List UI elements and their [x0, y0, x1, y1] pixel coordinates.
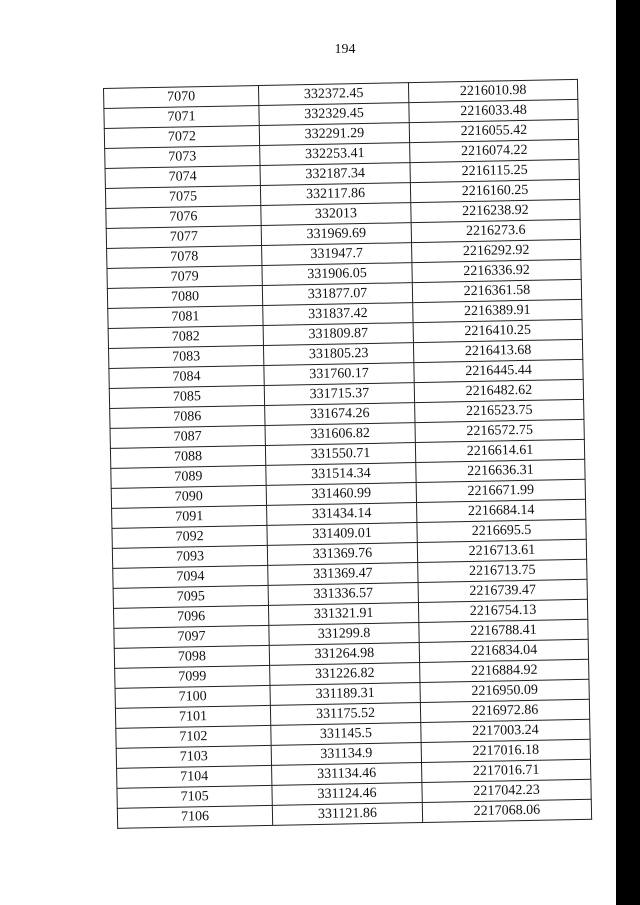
- point-id-cell: 7083: [109, 345, 264, 368]
- x-coordinate-cell: 331809.87: [263, 323, 413, 346]
- y-coordinate-cell: 2216739.47: [418, 579, 587, 602]
- coordinates-table: [103, 79, 592, 829]
- y-coordinate-cell: 2216972.86: [420, 699, 589, 722]
- x-coordinate-cell: 331837.42: [263, 303, 413, 326]
- y-coordinate-cell: 2216684.14: [417, 499, 586, 522]
- y-coordinate-cell: 2216010.98: [408, 79, 577, 102]
- x-coordinate-cell: 332253.41: [260, 143, 410, 166]
- y-coordinate-cell: 2216834.04: [419, 639, 588, 662]
- y-coordinate-cell: 2216884.92: [420, 659, 589, 682]
- y-coordinate-cell: 2216713.61: [417, 539, 586, 562]
- y-coordinate-cell: 2216410.25: [413, 319, 582, 342]
- y-coordinate-cell: 2217042.23: [422, 779, 591, 802]
- point-id-cell: 7101: [115, 705, 270, 728]
- x-coordinate-cell: 331877.07: [262, 283, 412, 306]
- x-coordinate-cell: 332329.45: [259, 103, 409, 126]
- x-coordinate-cell: 331434.14: [267, 503, 417, 526]
- x-coordinate-cell: 331134.46: [272, 763, 422, 786]
- x-coordinate-cell: 331321.91: [268, 603, 418, 626]
- point-id-cell: 7079: [107, 265, 262, 288]
- point-id-cell: 7074: [105, 165, 260, 188]
- y-coordinate-cell: 2216788.41: [419, 619, 588, 642]
- y-coordinate-cell: 2217068.06: [422, 799, 591, 822]
- y-coordinate-cell: 2216074.22: [410, 139, 579, 162]
- point-id-cell: 7095: [113, 585, 268, 608]
- y-coordinate-cell: 2216523.75: [415, 399, 584, 422]
- x-coordinate-cell: 331805.23: [263, 343, 413, 366]
- x-coordinate-cell: 331369.47: [268, 563, 418, 586]
- point-id-cell: 7090: [111, 485, 266, 508]
- x-coordinate-cell: 331121.86: [272, 803, 422, 826]
- y-coordinate-cell: 2216950.09: [420, 679, 589, 702]
- x-coordinate-cell: 332117.86: [260, 183, 410, 206]
- x-coordinate-cell: 331606.82: [265, 423, 415, 446]
- x-coordinate-cell: 332291.29: [259, 123, 409, 146]
- x-coordinate-cell: 331674.26: [265, 403, 415, 426]
- point-id-cell: 7081: [108, 305, 263, 328]
- x-coordinate-cell: 331760.17: [264, 363, 414, 386]
- x-coordinate-cell: 331299.8: [269, 623, 419, 646]
- x-coordinate-cell: 331134.9: [271, 743, 421, 766]
- y-coordinate-cell: 2216445.44: [414, 359, 583, 382]
- y-coordinate-cell: 2216336.92: [412, 259, 581, 282]
- x-coordinate-cell: 332372.45: [258, 83, 408, 106]
- x-coordinate-cell: 331715.37: [264, 383, 414, 406]
- y-coordinate-cell: 2216636.31: [416, 459, 585, 482]
- y-coordinate-cell: 2217016.71: [422, 759, 591, 782]
- point-id-cell: 7085: [109, 385, 264, 408]
- point-id-cell: 7070: [104, 86, 259, 109]
- point-id-cell: 7087: [110, 425, 265, 448]
- y-coordinate-cell: 2216115.25: [410, 159, 579, 182]
- y-coordinate-cell: 2217016.18: [421, 739, 590, 762]
- x-coordinate-cell: 331145.5: [271, 723, 421, 746]
- point-id-cell: 7089: [111, 465, 266, 488]
- point-id-cell: 7077: [106, 225, 261, 248]
- x-coordinate-cell: 331409.01: [267, 523, 417, 546]
- y-coordinate-cell: 2216713.75: [418, 559, 587, 582]
- point-id-cell: 7104: [117, 765, 272, 788]
- point-id-cell: 7078: [107, 245, 262, 268]
- y-coordinate-cell: 2217003.24: [421, 719, 590, 742]
- point-id-cell: 7097: [114, 625, 269, 648]
- point-id-cell: 7086: [110, 405, 265, 428]
- y-coordinate-cell: 2216273.6: [411, 219, 580, 242]
- x-coordinate-cell: 331906.05: [262, 263, 412, 286]
- y-coordinate-cell: 2216160.25: [410, 179, 579, 202]
- point-id-cell: 7084: [109, 365, 264, 388]
- page-number: 194: [334, 42, 356, 57]
- x-coordinate-cell: 331175.52: [270, 703, 420, 726]
- x-coordinate-cell: 331124.46: [272, 783, 422, 806]
- y-coordinate-cell: 2216671.99: [416, 479, 585, 502]
- point-id-cell: 7091: [112, 505, 267, 528]
- y-coordinate-cell: 2216033.48: [409, 99, 578, 122]
- point-id-cell: 7075: [105, 185, 260, 208]
- x-coordinate-cell: 331336.57: [268, 583, 418, 606]
- point-id-cell: 7092: [112, 525, 267, 548]
- y-coordinate-cell: 2216389.91: [413, 299, 582, 322]
- point-id-cell: 7106: [117, 805, 272, 828]
- point-id-cell: 7102: [116, 725, 271, 748]
- point-id-cell: 7093: [112, 545, 267, 568]
- y-coordinate-cell: 2216361.58: [412, 279, 581, 302]
- x-coordinate-cell: 331514.34: [266, 463, 416, 486]
- point-id-cell: 7103: [116, 745, 271, 768]
- x-coordinate-cell: 331369.76: [267, 543, 417, 566]
- table-body: [104, 79, 592, 828]
- point-id-cell: 7076: [106, 205, 261, 228]
- point-id-cell: 7080: [107, 285, 262, 308]
- y-coordinate-cell: 2216055.42: [409, 119, 578, 142]
- x-coordinate-cell: 332013: [261, 203, 411, 226]
- point-id-cell: 7100: [115, 685, 270, 708]
- y-coordinate-cell: 2216292.92: [412, 239, 581, 262]
- point-id-cell: 7088: [110, 445, 265, 468]
- point-id-cell: 7072: [104, 126, 259, 149]
- y-coordinate-cell: 2216413.68: [413, 339, 582, 362]
- x-coordinate-cell: 331550.71: [265, 443, 415, 466]
- x-coordinate-cell: 331226.82: [270, 663, 420, 686]
- y-coordinate-cell: 2216238.92: [411, 199, 580, 222]
- point-id-cell: 7099: [115, 665, 270, 688]
- y-coordinate-cell: 2216614.61: [415, 439, 584, 462]
- point-id-cell: 7094: [113, 565, 268, 588]
- point-id-cell: 7073: [105, 146, 260, 169]
- y-coordinate-cell: 2216695.5: [417, 519, 586, 542]
- point-id-cell: 7096: [113, 605, 268, 628]
- y-coordinate-cell: 2216754.13: [418, 599, 587, 622]
- y-coordinate-cell: 2216572.75: [415, 419, 584, 442]
- table-wrapper: [103, 79, 591, 829]
- x-coordinate-cell: 332187.34: [260, 163, 410, 186]
- x-coordinate-cell: 331460.99: [266, 483, 416, 506]
- x-coordinate-cell: 331969.69: [261, 223, 411, 246]
- x-coordinate-cell: 331947.7: [262, 243, 412, 266]
- y-coordinate-cell: 2216482.62: [414, 379, 583, 402]
- point-id-cell: 7098: [114, 645, 269, 668]
- x-coordinate-cell: 331189.31: [270, 683, 420, 706]
- point-id-cell: 7082: [108, 325, 263, 348]
- point-id-cell: 7071: [104, 106, 259, 129]
- x-coordinate-cell: 331264.98: [269, 643, 419, 666]
- point-id-cell: 7105: [117, 785, 272, 808]
